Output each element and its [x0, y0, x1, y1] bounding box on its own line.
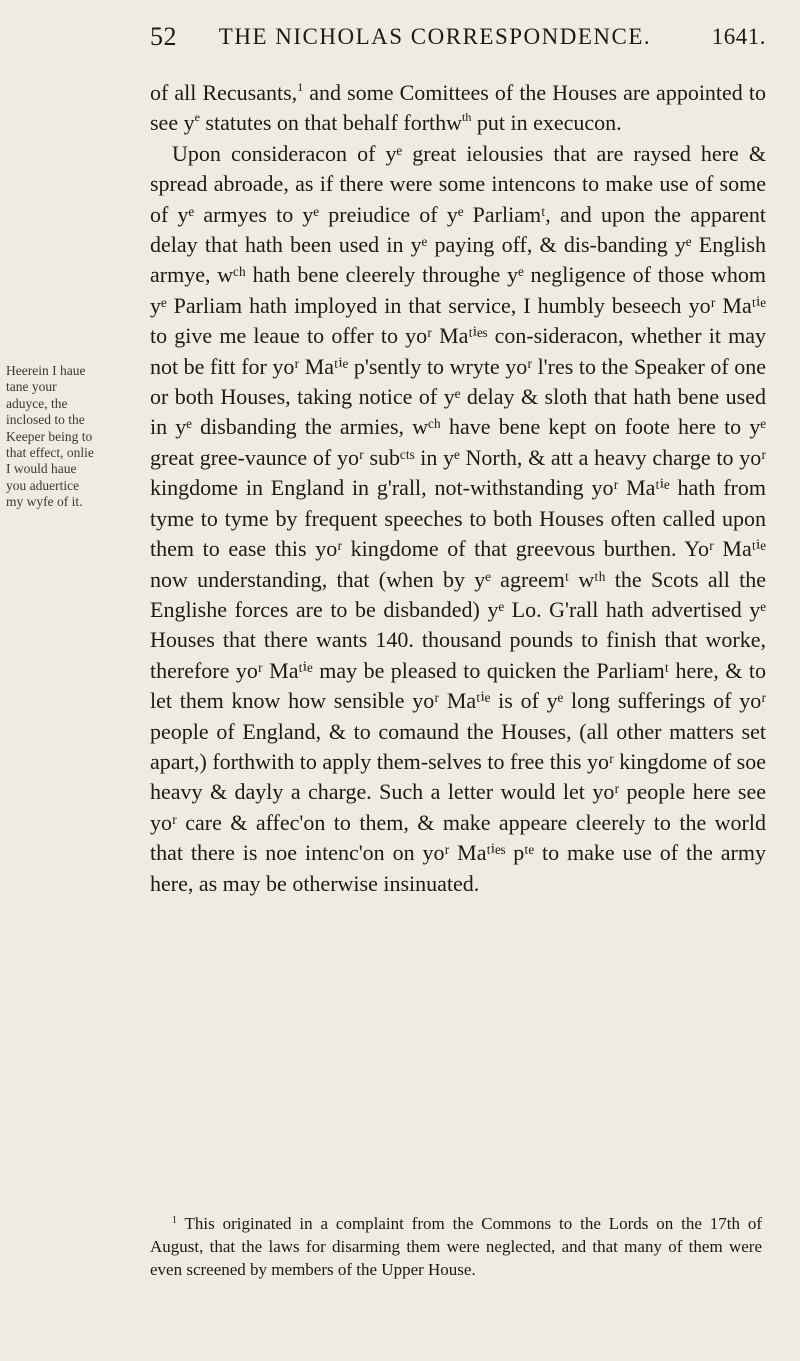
footnote-reference: 1	[297, 80, 304, 94]
page-number: 52	[150, 22, 177, 51]
superscript-th: th	[462, 110, 472, 125]
superscript-e: e	[194, 110, 200, 125]
paragraph-1-text-d: put in execucon.	[471, 110, 622, 136]
running-title: THE NICHOLAS CORRESPONDENCE.	[218, 24, 652, 49]
header-year: 1641.	[711, 24, 766, 49]
paragraph-1-text-b: and some Comittees of the Houses are appointed to see y	[150, 80, 766, 136]
page-header	[150, 18, 766, 58]
main-text	[150, 78, 766, 899]
footnote-marker: 1	[172, 1215, 177, 1226]
paragraph-continued	[150, 78, 766, 139]
paragraph-1-text-a: of all Recusants,	[150, 80, 298, 105]
footnote	[150, 1212, 762, 1281]
margin-note: Heerein I haue tane your aduyce, the inclosed to the Keeper being to that effect, onlie I would haue you aduertice my wyfe of it.	[6, 363, 94, 510]
footnote-text: This originated in a complaint from the Commons to the Lords on the 17th of August, that the laws for disarming them were neglected, and that many of them were even screened by members of the Upper House.	[150, 1214, 762, 1279]
paragraph-2: Upon consideracon of yᵉ great ielousies that are raysed here & spread abroade, as if there were some intencons to make use of some of yᵉ armyes to yᵉ preiudice of yᵉ Parliamᵗ, and upon the apparent delay that hath been used in yᵉ paying off, & dis-banding yᵉ English armye, wᶜʰ hath bene cleerely throughe yᵉ negligence of those whom yᵉ Parliam hath imployed in that service, I humbly beseech yoʳ Maᵗⁱᵉ to give me leaue to offer to yoʳ Maᵗⁱᵉˢ con-sideracon, whether it may not be fitt for yoʳ Maᵗⁱᵉ p'sently to wryte yoʳ l'res to the Speaker of one or both Houses, taking notice of yᵉ delay & sloth that hath bene used in yᵉ disbanding the armies, wᶜʰ have bene kept on foote here to yᵉ great gree-vaunce of yoʳ subᶜᵗˢ in yᵉ North, & att a heavy charge to yoʳ kingdome in England in g'rall, not-withstanding yoʳ Maᵗⁱᵉ hath from tyme to tyme by frequent speeches to both Houses often called upon them to ease this yoʳ kingdome of that greevous burthen. Yoʳ Maᵗⁱᵉ now understanding, that (when by yᵉ agreemᵗ wᵗʰ the Scots all the Englishe forces are to be disbanded) yᵉ Lo. G'rall hath advertised yᵉ Houses that there wants 140. thousand pounds to finish that worke, therefore yoʳ Maᵗⁱᵉ may be pleased to quicken the Parliamᵗ here, & to let them know how sensible yoʳ Maᵗⁱᵉ is of yᵉ long sufferings of yoʳ people of England, & to comaund the Houses, (all other matters set apart,) forthwith to apply them-selves to free this yoʳ kingdome of soe heavy & dayly a charge. Such a letter would let yoʳ people here see yoʳ care & affec'on to them, & make appeare cleerely to the world that there is noe intenc'on on yoʳ Maᵗⁱᵉˢ pᵗᵉ to make use of the army here, as may be otherwise insinuated.	[150, 140, 766, 896]
paragraph-1-text-c: statutes on that behalf forthw	[199, 110, 463, 136]
